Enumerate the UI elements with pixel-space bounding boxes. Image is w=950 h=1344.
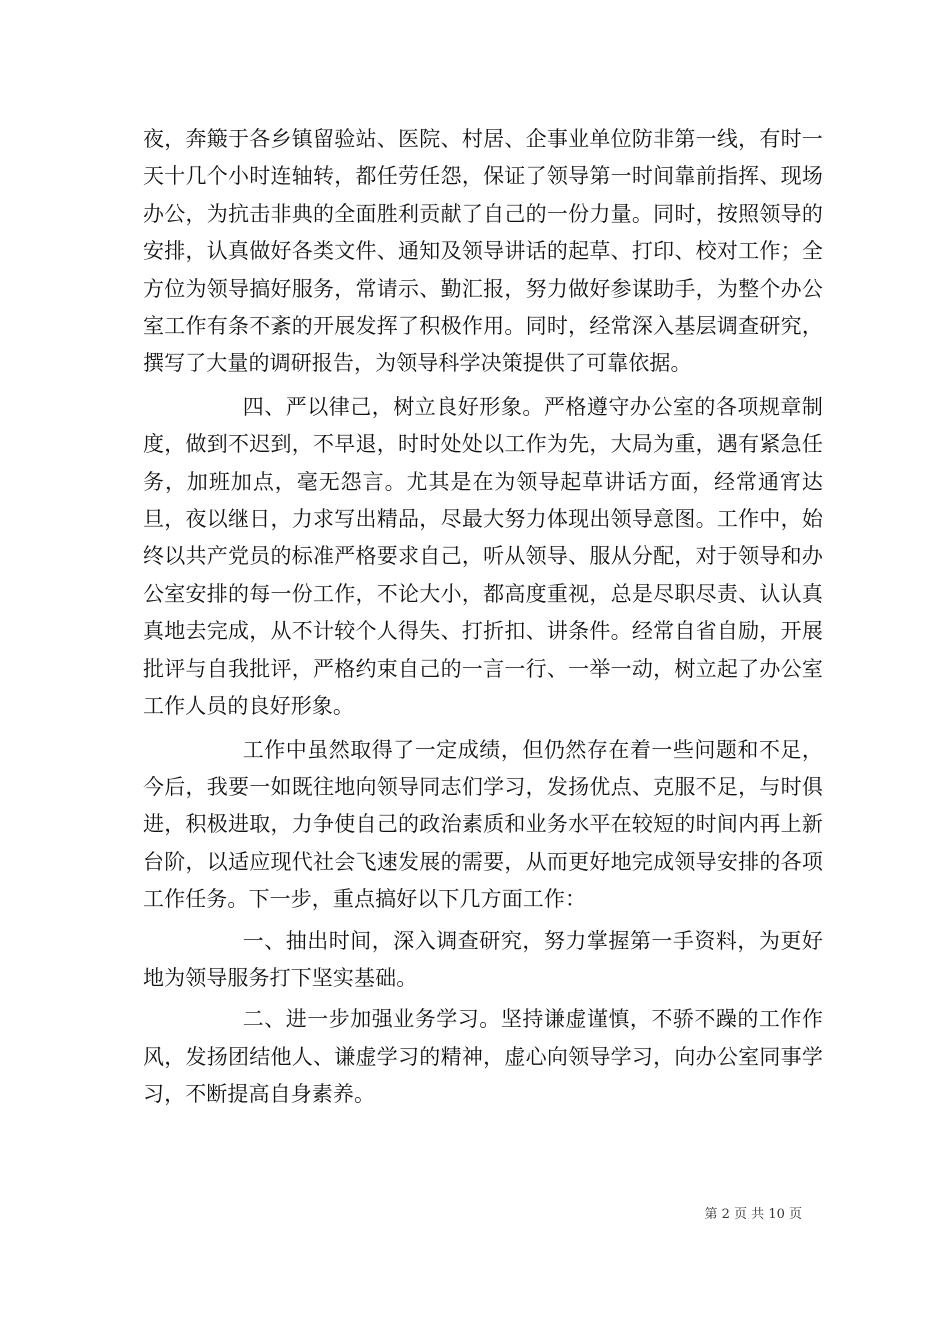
paragraph-item-two: 二、进一步加强业务学习。坚持谦虚谨慎，不骄不躁的工作作风，发扬团结他人、谦虚学习的精神，虚心向领导学习，向办公室同事学习，不断提高自身素养。 xyxy=(143,1007,823,1107)
page-number-footer: 第 2 页 共 10 页 xyxy=(704,1207,802,1222)
paragraph-item-one: 一、抽出时间，深入调查研究，努力掌握第一手资料，为更好地为领导服务打下坚实基础。 xyxy=(143,928,823,990)
paragraph-summary: 工作中虽然取得了一定成绩，但仍然存在着一些问题和不足，今后，我要一如既往地向领导同志们学习，发扬优点、克服不足，与时俱进，积极进取，力争使自己的政治素质和业务水平在较短的时间内再上新台阶，以适应现代社会飞速发展的需要，从而更好地完成领导安排的各项工作任务。下一步，重点搞好以下几方面工作： xyxy=(143,737,823,912)
paragraph-section-four: 四、严以律己，树立良好形象。严格遵守办公室的各项规章制度，做到不迟到，不早退，时时处处以工作为先，大局为重，遇有紧急任务，加班加点，毫无怨言。尤其是在为领导起草讲话方面，经常通宵达旦，夜以继日，力求写出精品，尽最大努力体现出领导意图。工作中，始终以共产党员的标准严格要求自己，听从领导、服从分配，对于领导和办公室安排的每一份工作，不论大小，都高度重视，总是尽职尽责、认认真真地去完成，从不计较个人得失、打折扣、讲条件。经常自省自励，开展批评与自我批评，严格约束自己的一言一行、一举一动，树立起了办公室工作人员的良好形象。 xyxy=(143,394,823,719)
paragraph-continuation: 夜，奔簸于各乡镇留验站、医院、村居、企事业单位防非第一线，有时一天十几个小时连轴转，都任劳任怨，保证了领导第一时间靠前指挥、现场办公，为抗击非典的全面胜利贡献了自己的一份力量。同时，按照领导的安排，认真做好各类文件、通知及领导讲话的起草、打印、校对工作；全方位为领导搞好服务，常请示、勤汇报，努力做好参谋助手，为整个办公室工作有条不紊的开展发挥了积极作用。同时，经常深入基层调查研究，撰写了大量的调研报告，为领导科学决策提供了可靠依据。 xyxy=(143,127,823,376)
document-body xyxy=(143,121,823,1114)
